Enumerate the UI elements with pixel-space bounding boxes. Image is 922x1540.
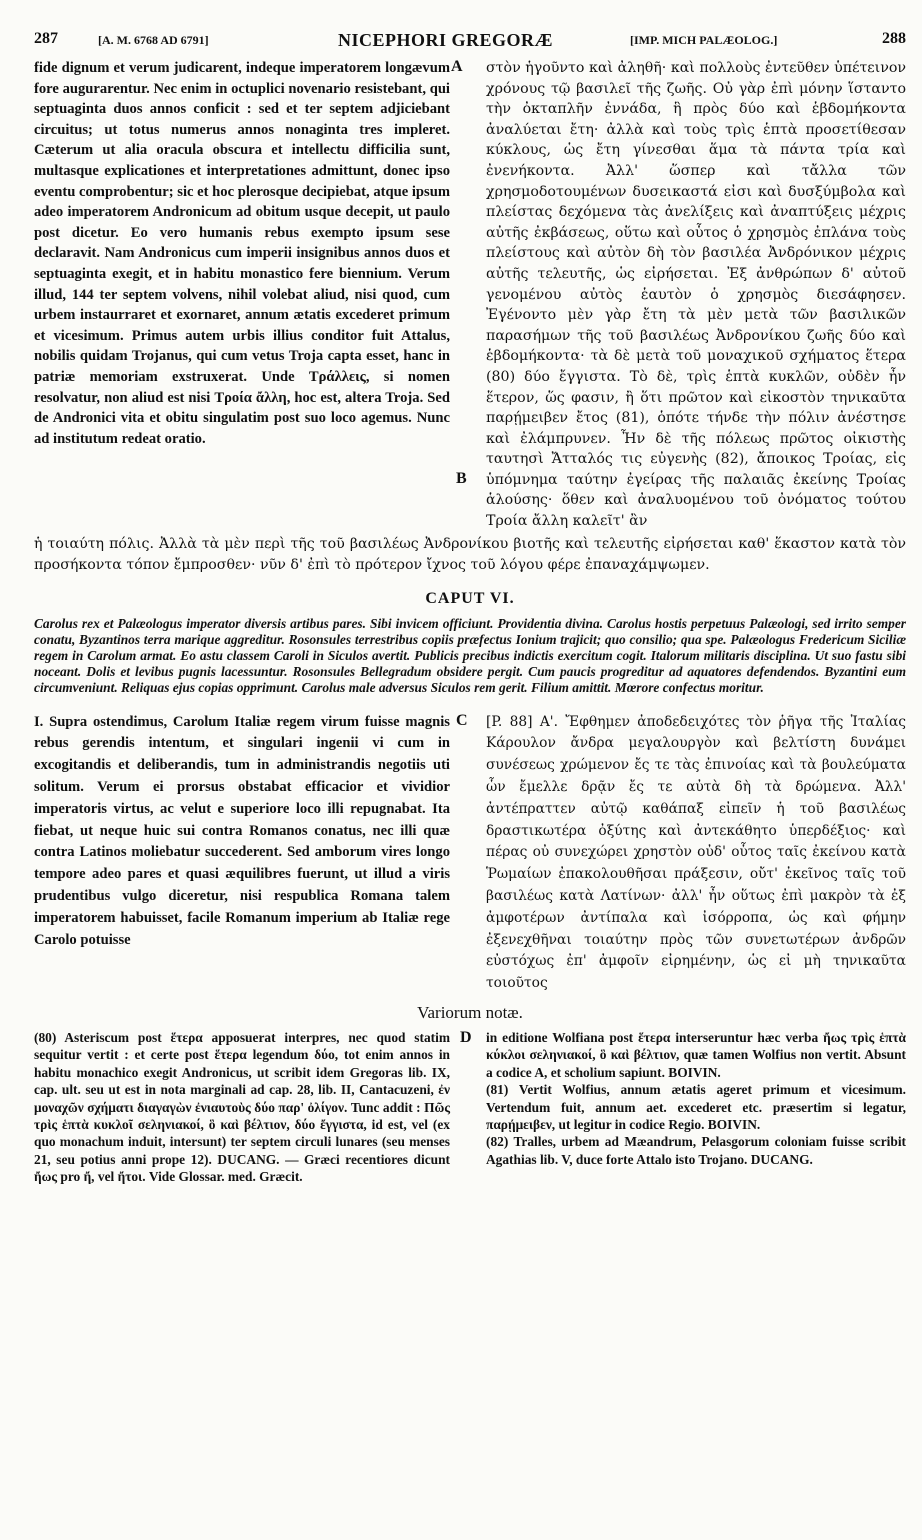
middle-columns <box>34 712 906 995</box>
margin-marker-d: D <box>460 1029 472 1047</box>
chapter-heading: CAPUT VI. <box>425 589 515 607</box>
notes-heading: Variorum notæ. <box>417 1003 523 1023</box>
running-header <box>34 30 906 58</box>
greek-continuation: ἡ τοιαύτη πόλις. Ἀλλὰ τὰ μὲν περὶ τῆς τοῦ βασιλέως Ἀνδρονίκου βιοτῆς καὶ τελευτῆς εἰρήσεται καθ' ἕκαστον κατὰ τὸν προσήκοντα τόπον ἔμπροσθεν· νῦν δ' ἐπὶ τὸ πρότερον ἴχνος τοῦ λόγου φέρε ἐπαναχάμψωμεν. <box>34 535 906 573</box>
greek-column-top: στὸν ἡγοῦντο καὶ ἀληθῆ· καὶ πολλοὺς ἐντεῦθεν ὑπέτεινον χρόνους τῷ βασιλεῖ τῆς ζωῆς. Οὐ γὰρ ἐπὶ μόνην ἵσταντο τὴν ὀκταπλῆν ἐννάδα, ἣ πρὸς δύο καὶ ἑβδομήκοντα ἀναλύεται ἔτη· ἀλλὰ καὶ τοὺς τρὶς ἑπτὰ προσετίθεσαν κύκλους, ὡς ἔτη γίνεσθαι ἅμα τὰ πάντα τρία καὶ ἐνενήκοντα. Ἀλλ' ὥσπερ καὶ τἄλλα τῶν χρησμοδοτουμένων δυσεικαστά εἰσι καὶ δυσξύμβολα καὶ πλείστας δεχόμενα τὰς ἀνελίξεις καὶ ἀναπτύξεις μέχρις αὐτῆς ἐκβάσεως, οὕτω καὶ οὗτος ὁ χρησμὸς ἐπλάνα τοὺς πλείστους καὶ αὐτὸν δὴ τὸν βασιλέα Ἀνδρόνικον μέχρις αὐτῆς τελευτῆς, ὡς εἰρήσεται. Ἐξ ἀνθρώπων δ' αὐτοῦ γενομένου αὐτὸς ἑαυτὸν ὁ χρησμὸς διεσάφησεν. Ἐγένοντο μὲν γὰρ ἔτη τὰ μὲν μετὰ τῶν βασιλικῶν παρασήμων τῆς τοῦ βασιλέως Ἀνδρονίκου ζωῆς δύο καὶ ἑβδομήκοντα· τὰ δὲ μετὰ τοῦ μοναχικοῦ σχήματος ἕτερα (80) δύο ἔγγιστα. Τὸ δὲ, τρὶς ἑπτὰ κυκλῶν, οὐδὲν ἦν ἕτερον, ὥς φασιν, ἢ ὅτι πρῶτον καὶ εἰκοστὸν τηνικαῦτα παρῄμειβεν ἔτος (81), ὁπότε τήνδε τὴν πόλιν ἀνέστησε καὶ ἐλάμπρυνεν. Ἦν δὲ τῆς πόλεως πρῶτος οἰκιστὴς ταυτησὶ Ἄτταλός τις εὐγενὴς (82), ἄποικος Τροίας, εἰς ὑπόμνημα ταύτην ἐγείρας τῆς παλαιᾶς ἐκείνης Τροίας ἁλούσης· ὅθεν καὶ ἀναλυομένου τοῦ ὀνόματος τούτου Τροία ἄλλη καλεῖτ' ἂν <box>486 60 906 530</box>
page-title: NICEPHORI GREGORÆ <box>338 30 554 50</box>
notes-left-column <box>34 1029 450 1186</box>
top-columns <box>34 58 906 532</box>
latin-column-top: fide dignum et verum judicarent, indeque imperatorem longævum fore augurarentur. Nec enim in octuplici novenario resistebant, qui septuaginta duos annos conficit : sed et ter septem adjiciebant circuitus; ut totus numerus annos nonaginta tres impleret. Cæterum ut alia oracula obscura et intellectu difficilia sunt, multasque explicationes et interpretationes admittunt, donec ipso eventu comprobentur; sic et hoc plerosque decipiebat, atque ipsum adeo imperatorem Andronicum ad obitum usque decepit, ut paulo post dicetur. Eo vero humanis rebus exempto ipsum sese declaravit. Nam Andronicus cum imperii insignibus annos duos et septuaginta exegit, et in habitu monastico fere biennium. Verum illud, 144 ter septem volvens, nihil volebat aliud, nisi quod, cum urbem instaurraret et exornaret, annum ætatis excederet primum et vicesimum. Primus autem urbis illius conditor fuit Attalus, nobilis quidam Trojanus, qui cum vetus Troja capta esset, hanc in patriæ memoriam exstruxerat. Unde Τράλλεις, si nomen resolvatur, non aliud est nisi Τροία ἄλλη, hoc est, altera Troja. Sed de Andronici vita et obitu singulatim post suo loco agemus. Nunc ad institutum redeat oratio. <box>34 60 450 447</box>
notes-columns <box>34 1029 906 1186</box>
latin-column-middle: I. Supra ostendimus, Carolum Italiæ regem virum fuisse magnis rebus gerendis intentum, et singulari ingenii vi cum in excogitandis et deliberandis, tum in administrandis negotiis uti solitum. Verum ei prorsus obstabat efficacior et vividior imperatoris virtus, ac velut e superiore loco illi repugnabat. Ita fiebat, ut neque huic sui contra Romanos conatus, nec illi quæ contra Latinos moliebatur succederent. Sed amborum vires longo tempore adeo pares et quasi æquilibres fuerunt, ut illud a viris prudentibus vulgo diceretur, nisi respublica Romana talem imperatorem habuisset, facile Romanum imperium ab Italiæ rege Carolo potuisse <box>34 713 450 948</box>
greek-column-middle: [P. 88] Α'. Ἔφθημεν ἀποδεδειχότες τὸν ῥῆγα τῆς Ἰταλίας Κάρουλον ἄνδρα μεγαλουργὸν καὶ βελτίστη δυνάμει συνέσεως χρώμενον ἔς τε τὰς ἐπινοίας καὶ τὰ βουλεύματα ὧν ἔμελλε δρᾷν ἔς τε αὐτὰ δὴ τὰ δρώμενα. Ἀλλ' ἀντέπραττεν αὐτῷ καθάπαξ εἰπεῖν ἡ τοῦ βασιλέως δραστικωτέρα ὀξύτης καὶ ἀντεκάθητο ὑπερδέξιος· καὶ πέρας οὐ συνεχώρει χρηστὸν οὐδ' οὗτος ταῖς ἐκείνου κατὰ Ῥωμαίων ἐπακολουθῆσαι πράξεσιν, οὔτ' ἐκεῖνος ταῖς τοῦ βασιλέως κατὰ Λατίνων· ἀλλ' ἦν οὕτως ἐπὶ μακρὸν τὰ ἐξ ἀμφοτέρων ἀντίπαλα καὶ ἰσόρροπα, ὡς καὶ φήμην ἐξενεχθῆναι τοιαύτην πρὸς τῶν συνετωτέρων ἀνδρῶν εὐστόχως ἐπ' ἀμφοῖν εἰρημένην, ὡς εἰ μὴ τηνικαῦτα τοιοῦτος <box>486 713 906 992</box>
note-80-continued: in editione Wolfiana post ἕτερα interseruntur hæc verba ἤως τρὶς ἑπτὰ κύκλοι σεληνιακοί, ὃ καὶ βέλτιον, quæ tamen Wolfius non vertit. Absunt a codice A, et scholium sapiunt. BOIVIN. <box>486 1030 906 1080</box>
margin-marker-c: C <box>456 711 468 729</box>
margin-marker-a: A <box>451 58 463 75</box>
note-82: (82) Tralles, urbem ad Mæandrum, Pelasgorum coloniam fuisse scribit Agathias lib. V, duce forte Attalo isto Trojano. DUCANG. <box>486 1134 906 1167</box>
chapter-summary: Carolus rex et Palæologus imperator diversis artibus pares. Sibi invicem officiunt. Providentia divina. Carolus hostis perpetuus Palæologi, sed irrito semper conatu, Byzantinos terra marique aggreditur. Rosonsules terrestribus copiis præfectus Ionium trajicit; quo consilio; qua spe. Palæologus Fredericum Siciliæ regem in Carolum armat. Eo astu classem Caroli in Siculos avertit. Publicis precibus indictis exercitum cogit. Italorum militaris disciplina. Ut suo fastu sibi noceant. Dolis et levibus pugnis lacessuntur. Rosonsules Bellegradum obsidere pergit. Cum paucis progreditur ad aquatores defendendos. Byzantini eum circumveniunt. Reliquas ejus copias opprimunt. Carolus male adversus Siculos rem gerit. Filium amittit. Mœrore confectus moritur. <box>34 615 906 695</box>
year-range-left: [A. M. 6768 AD 6791] <box>98 33 209 47</box>
margin-marker-b: B <box>456 470 467 487</box>
page <box>34 30 906 1186</box>
page-number-right: 288 <box>882 30 906 47</box>
note-81: (81) Vertit Wolfius, annum ætatis ageret primum et vicesimum. Vertendum fuit, annum aet. excederet etc. præsertim si legatur, παρῄμειβεν, ut legitur in codice Regio. BOIVIN. <box>486 1082 906 1133</box>
notes-right-column <box>486 1029 906 1186</box>
page-number-left: 287 <box>34 30 58 47</box>
year-range-right: [IMP. MICH PALÆOLOG.] <box>630 33 778 47</box>
note-80: (80) Asteriscum post ἕτερα apposuerat interpres, nec quod statim sequitur vertit : et certe post ἕτερα legendum δύο, tot enim annos in habitu monachico exegit Andronicus, ut scribit idem Gregoras lib. IX, cap. ult. seu ut est in nota marginali ad cap. 28, lib. II, Cantacuzeni, ἐν μοναχῶν σχήματι διαγαγὼν ἐνιαυτοὺς δύο παρ' ὀλίγον. Tunc addit : Πῶς τρὶς ἑπτὰ κυκλοῖ σεληνιακοί, ὃ καὶ βέλτιον, δύο ἔγγιστα, id est, vel (ex quo monachum induit, intersunt) ter septem circuli lunares (seu menses 21, seu potius anni prope 12). DUCANG. — Græci recentiores dicunt ἤως pro ἤ, vel ἤτοι. Vide Glossar. med. Græcit. <box>34 1030 450 1185</box>
